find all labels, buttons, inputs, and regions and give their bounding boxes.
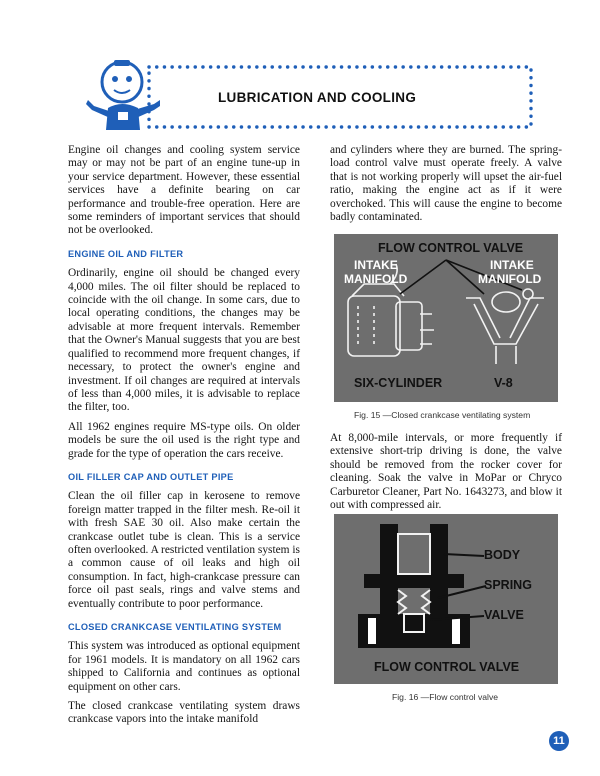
fig15-caption: Fig. 15 —Closed crankcase ventilating system: [354, 410, 531, 420]
fig15-left-label-2: MANIFOLD: [344, 272, 408, 286]
fig15-left-label-1: INTAKE: [354, 258, 398, 272]
ccv-paragraph-1: This system was introduced as optional equipment for 1961 models. It is mandatory on all 1962 cars shipped to California and continues as optional equipment on other cars.: [68, 640, 300, 693]
left-column: [68, 144, 300, 733]
figure-16: [334, 514, 558, 684]
valve-diagram: [334, 514, 558, 684]
section-title: LUBRICATION AND COOLING: [218, 90, 417, 105]
intro-paragraph: Engine oil changes and cooling system service may or may not be part of an engine tune-up in your service department. However, these essential services have a definite bearing on car performance and trouble-free operation. Here are some reminders of important services that should not be overlooked.: [68, 144, 300, 237]
fig15-right-label-1: INTAKE: [490, 258, 534, 272]
fig15-engine-left: SIX-CYLINDER: [354, 376, 443, 390]
engine-oil-paragraph-2: All 1962 engines require MS-type oils. On older models be sure the oil used is the right type and grade for the type of operation the cars receive.: [68, 420, 300, 460]
right-column-top: [330, 144, 562, 230]
ccv-paragraph-2: The closed crankcase ventilating system draws crankcase vapors into the intake manifold: [68, 700, 300, 726]
right-paragraph-2: At 8,000-mile intervals, or more frequently if extensive short-trip driving is done, the valve should be removed from the rocker cover for cleaning. Soak the valve in MoPar or Chryco Carburetor Cleaner, Part No. 1643273, and blow it out with compressed air.: [330, 432, 562, 512]
fig16-label-spring: SPRING: [484, 578, 532, 592]
engine-oil-paragraph-1: Ordinarily, engine oil should be changed every 4,000 miles. The oil filter should be replaced to coincide with the oil change. In some cars, due to local operating conditions, the changes may be advisable at more frequent intervals. Remember that the Owner's Manual suggests that you are best qualified to recommend more frequent changes, if necessary, to protect the owner's engine and investment. If oil changes are required at intervals of less than 4,000 miles, it is advisable to replace the filter, too.: [68, 267, 300, 414]
right-paragraph-1: and cylinders where they are burned. The spring-load control valve must operate freely. A valve that is not working properly will upset the air-fuel ratio, making the engine act as if it were overchoked. This will cause the engine to become badly contaminated.: [330, 144, 562, 224]
oil-filler-paragraph: Clean the oil filler cap in kerosene to remove foreign matter trapped in the filter mesh. Re-oil it with fresh SAE 30 oil. Also make certain the crankcase outlet tube is clean. This is a service often overlooked. A restricted ventilation system is a common cause of oil leaks and high oil consumption. In fact, high-crankcase pressure can force oil past seals, rings and valve stems and eventually contribute to poor performance.: [68, 490, 300, 610]
fig15-right-label-2: MANIFOLD: [478, 272, 542, 286]
fig15-engine-right: V-8: [494, 376, 513, 390]
fig16-title: FLOW CONTROL VALVE: [374, 660, 520, 674]
fig16-caption: Fig. 16 —Flow control valve: [392, 692, 499, 702]
page-number-badge: [549, 731, 569, 751]
right-column-middle: [330, 432, 562, 518]
fig16-label-valve: VALVE: [484, 608, 524, 622]
heading-ccv: CLOSED CRANKCASE VENTILATING SYSTEM: [68, 622, 282, 632]
heading-engine-oil: ENGINE OIL AND FILTER: [68, 248, 184, 259]
figure-15: [334, 234, 558, 402]
heading-oil-filler: OIL FILLER CAP AND OUTLET PIPE: [68, 471, 234, 482]
fig16-label-body: BODY: [484, 548, 521, 562]
page-number: 11: [553, 735, 565, 747]
fig15-title: FLOW CONTROL VALVE: [378, 241, 524, 255]
